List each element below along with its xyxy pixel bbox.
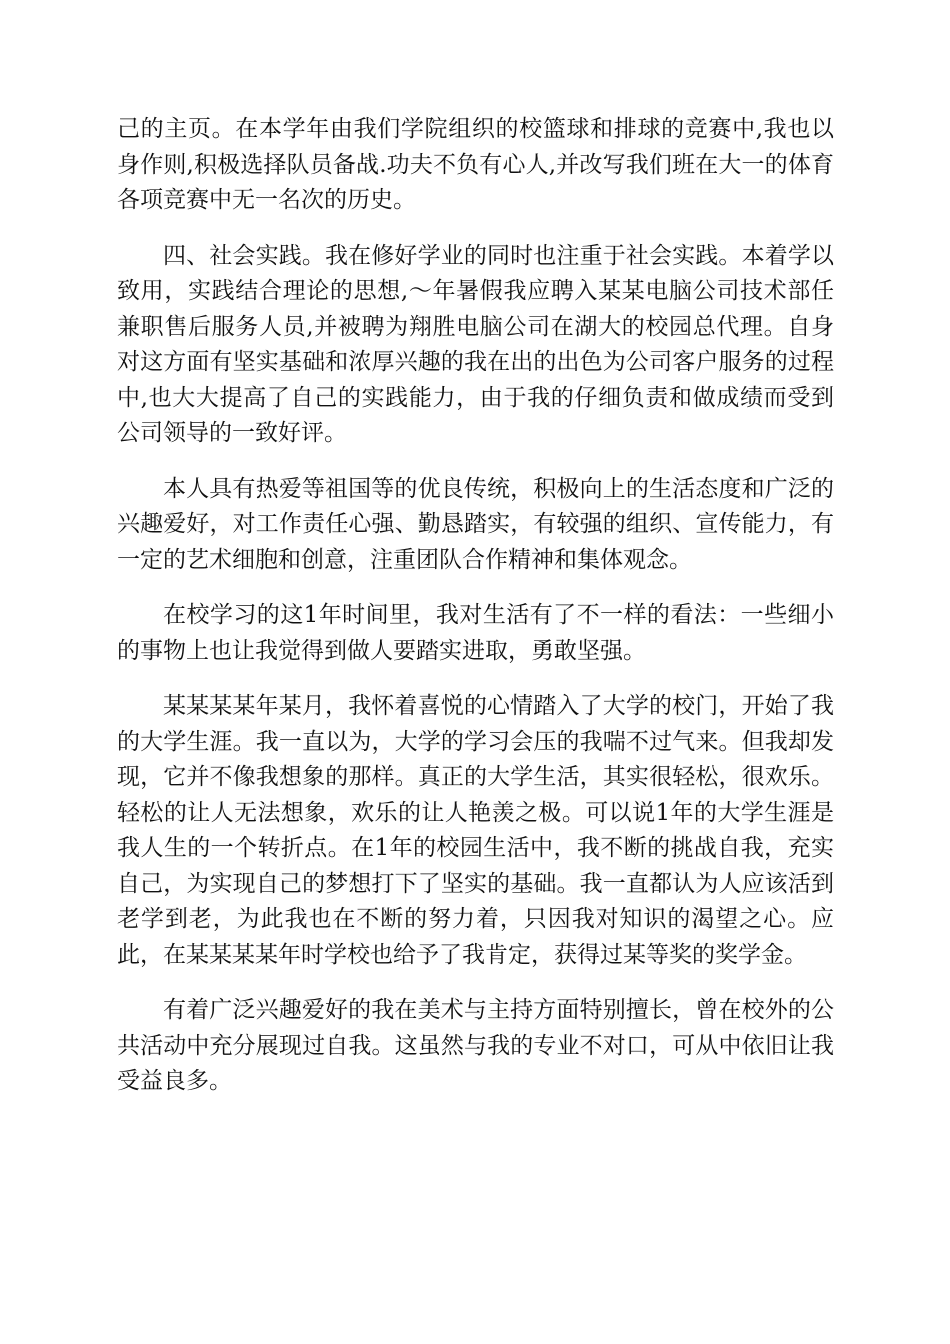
paragraph-social-practice: 四、社会实践。我在修好学业的同时也注重于社会实践。本着学以致用，实践结合理论的思想,～年暑假我应聘入某某电脑公司技术部任兼职售后服务人员,并被聘为翔胜电脑公司在湖大的校园总代理。自身对这方面有坚实基础和浓厚兴趣的我在出的出色为公司客户服务的过程中,也大大提高了自己的实践能力，由于我的仔细负责和做成绩而受到公司领导的一致好评。 (117, 242, 834, 446)
paragraph-continuation: 己的主页。在本学年由我们学院组织的校篮球和排球的竞赛中,我也以身作则,积极选择队员备战.功夫不负有心人,并改写我们班在大一的体育各项竞赛中无一名次的历史。 (117, 116, 834, 213)
paragraph-study-reflection: 在校学习的这1年时间里，我对生活有了不一样的看法：一些细小的事物上也让我觉得到做人要踏实进取，勇敢坚强。 (117, 602, 834, 664)
document-page (117, 112, 834, 1120)
paragraph-interests: 有着广泛兴趣爱好的我在美术与主持方面特别擅长，曾在校外的公共活动中充分展现过自我。这虽然与我的专业不对口，可从中依旧让我受益良多。 (117, 997, 834, 1094)
paragraph-university-life: 某某某某年某月，我怀着喜悦的心情踏入了大学的校门，开始了我的大学生涯。我一直以为，大学的学习会压的我喘不过气来。但我却发现，它并不像我想象的那样。真正的大学生活，其实很轻松，很欢乐。轻松的让人无法想象，欢乐的让人艳羡之极。可以说1年的大学生涯是我人生的一个转折点。在1年的校园生活中，我不断的挑战自我，充实自己，为实现自己的梦想打下了坚实的基础。我一直都认为人应该活到老学到老，为此我也在不断的努力着，只因我对知识的渴望之心。应此，在某某某某年时学校也给予了我肯定，获得过某等奖的奖学金。 (117, 693, 834, 968)
paragraph-personal-qualities: 本人具有热爱等祖国等的优良传统，积极向上的生活态度和广泛的兴趣爱好，对工作责任心强、勤恳踏实，有较强的组织、宣传能力，有一定的艺术细胞和创意，注重团队合作精神和集体观念。 (117, 475, 834, 573)
